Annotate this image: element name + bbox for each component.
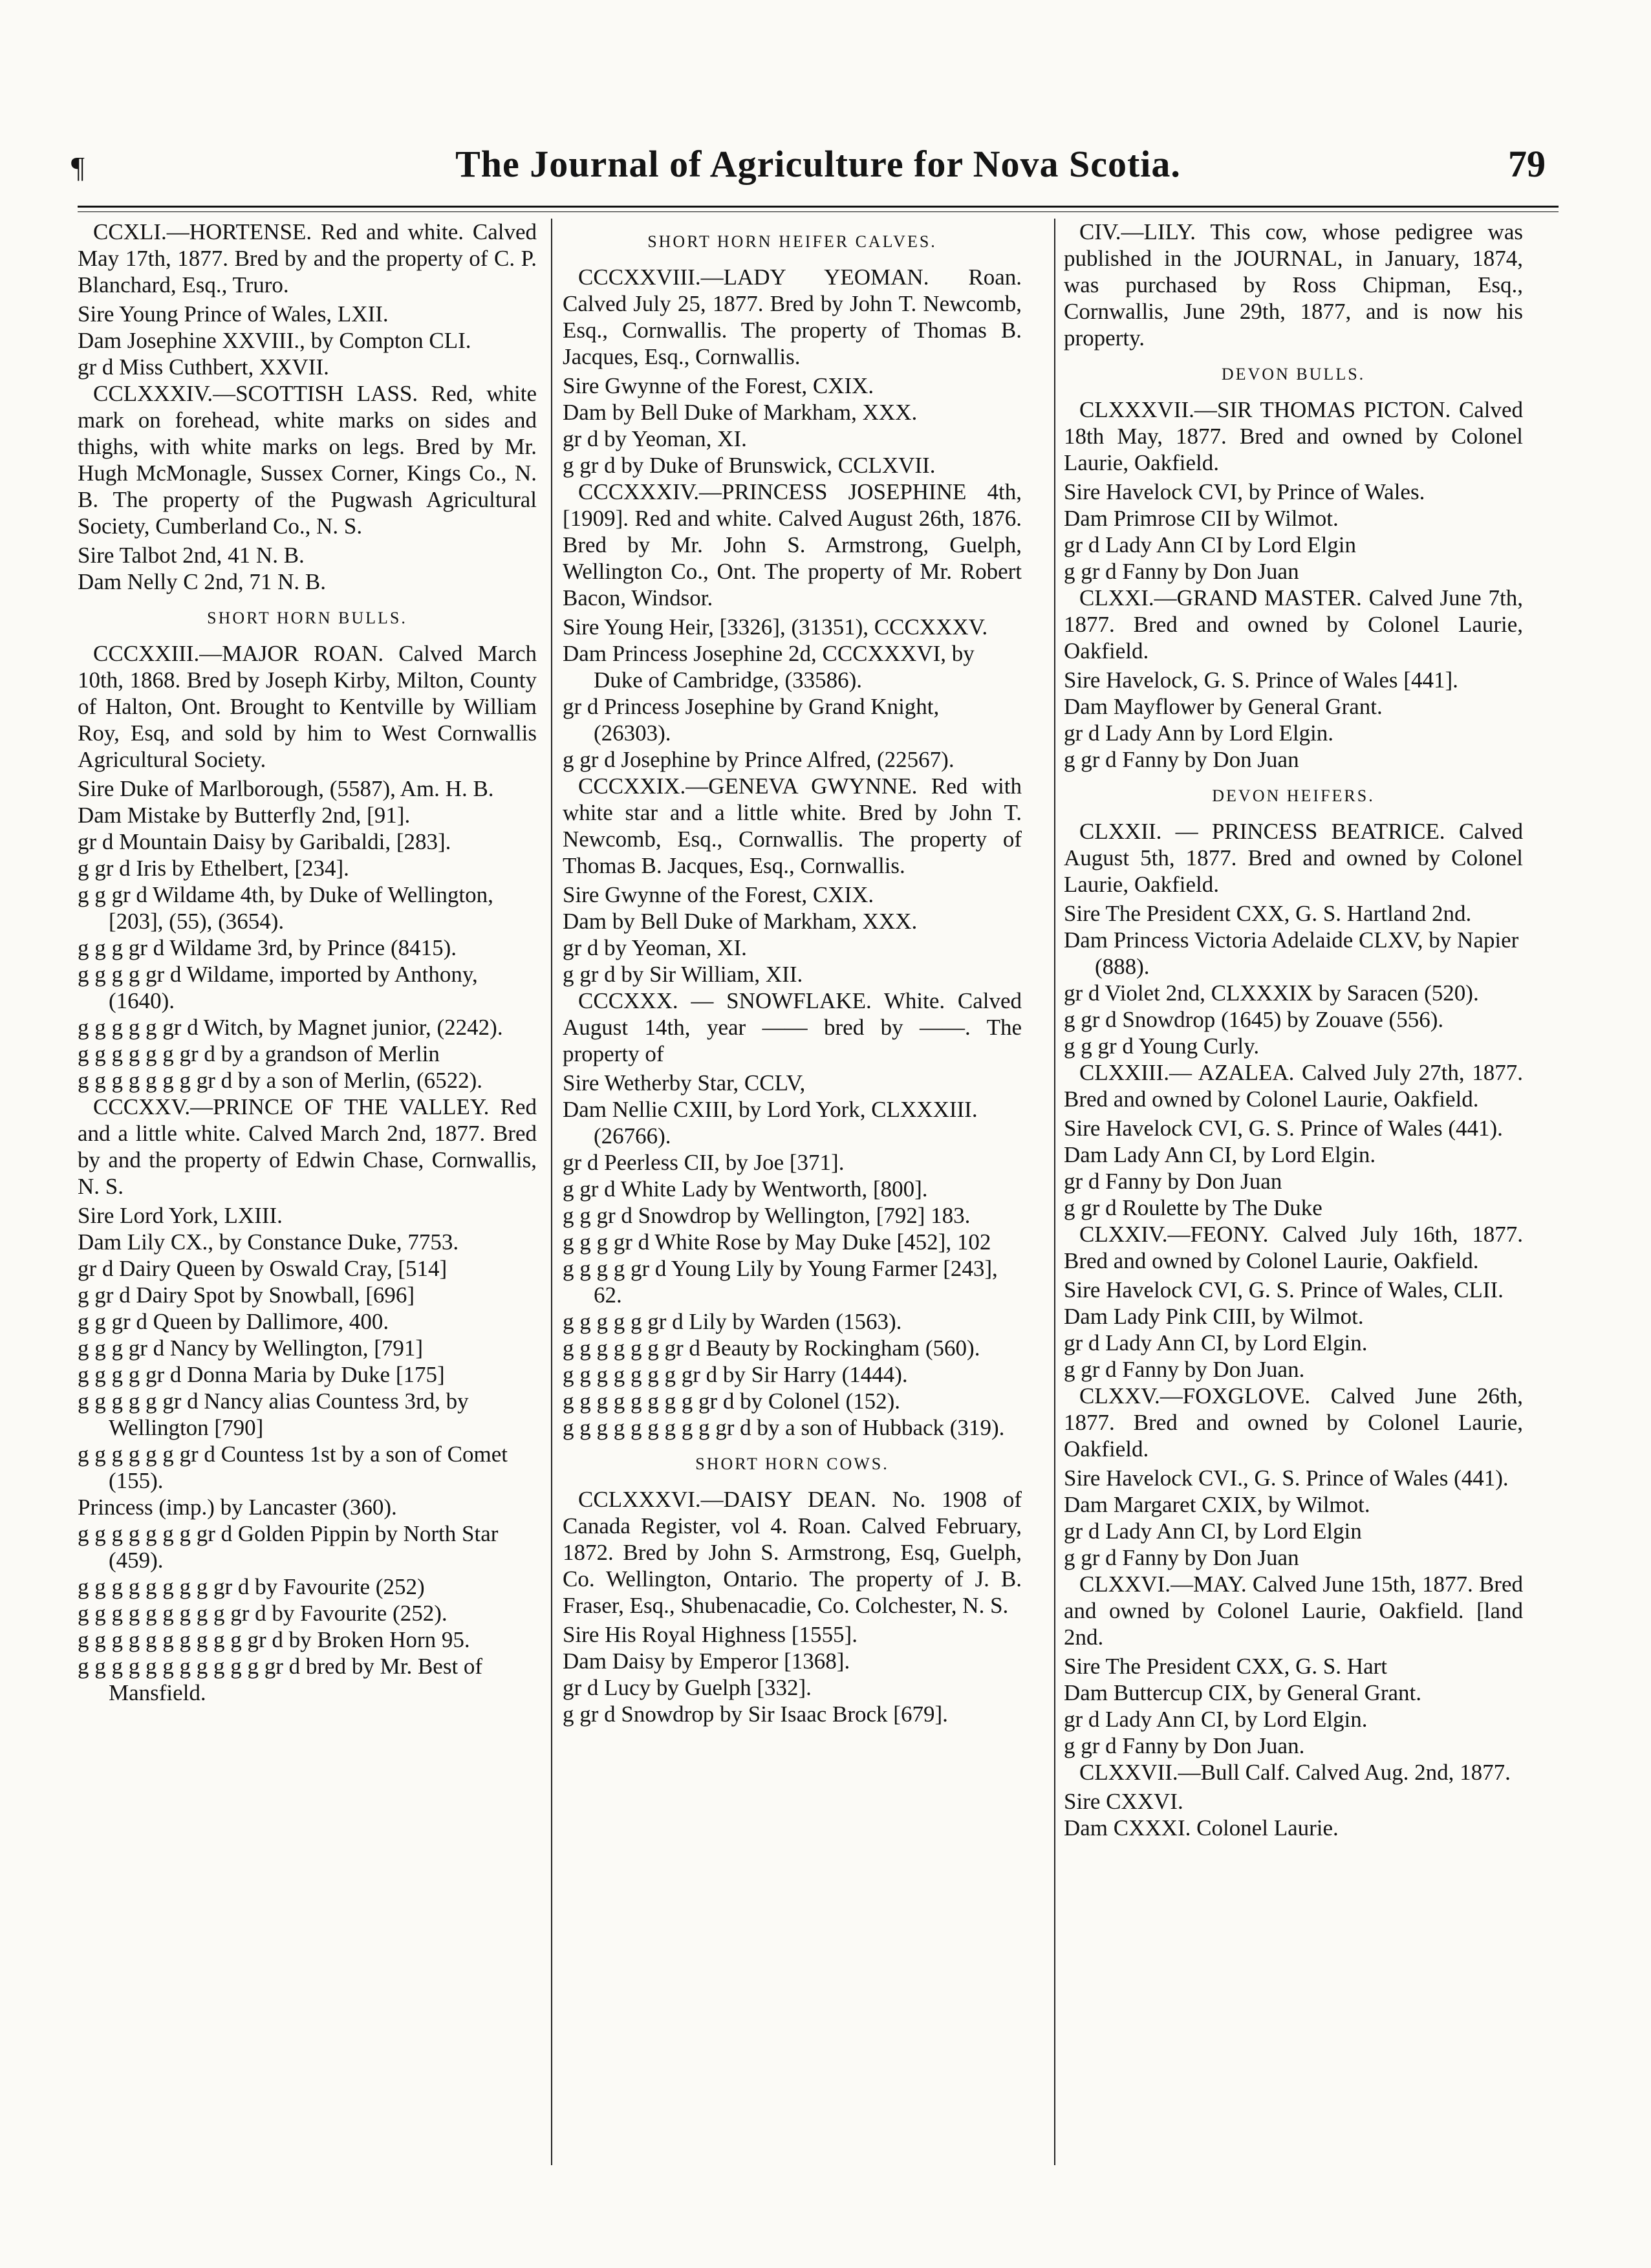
pedigree-line: gr d Violet 2nd, CLXXXIX by Saracen (520). [1064, 980, 1479, 1006]
pedigree-line: Dam Nelly C 2nd, 71 N. B. [78, 569, 327, 594]
pedigree-line: Sire Duke of Marlborough, (5587), Am. H. B. [78, 776, 494, 801]
pedigree-line: g g gr d Queen by Dallimore, 400. [78, 1309, 389, 1334]
entry-paragraph: CCCXXXIV.—PRINCESS JOSEPHINE 4th, [1909]. Red and white. Calved August 26th, 1876. Bred by Mr. John S. Armstrong, Guelph, Wellington Co., Ont. The property of Mr. Robert Bacon, Windsor. [563, 479, 1022, 610]
pedigree-line: g g g g g g g g gr d by Favourite (252) [78, 1574, 425, 1599]
pedigree-line: gr d Peerless CII, by Joe [371]. [563, 1150, 845, 1175]
pedigree-line: gr d Lady Ann by Lord Elgin. [1064, 720, 1334, 746]
pedigree-line: gr d by Yeoman, XI. [563, 426, 747, 451]
pedigree-line: Dam Buttercup CIX, by General Grant. [1064, 1680, 1422, 1705]
pedigree-line: g gr d by Sir William, XII. [563, 962, 803, 987]
pedigree-line: Dam by Bell Duke of Markham, XXX. [563, 400, 918, 425]
pedigree-line: g g g g g g g g gr d by Colonel (152). [563, 1388, 901, 1414]
pedigree-line: Dam Lily CX., by Constance Duke, 7753. [78, 1229, 459, 1255]
pedigree-line: g g gr d Snowdrop by Wellington, [792] 183. [563, 1203, 971, 1228]
pedigree-line: gr d by Yeoman, XI. [563, 935, 747, 960]
entry-paragraph: CCCXXIII.—MAJOR ROAN. Calved March 10th, 1868. Bred by Joseph Kirby, Milton, County of Halton, Ont. Brought to Kentville by William Roy, Esq, and sold by him to West Cornwallis Agricultural Society. [78, 641, 537, 772]
column-right [1064, 219, 1523, 2165]
pedigree-line: Dam Primrose CII by Wilmot. [1064, 506, 1339, 531]
pedigree-line: g g g g g g g g g gr d by Favourite (252). [78, 1601, 448, 1626]
page-header [71, 142, 1565, 194]
column-divider [1054, 219, 1055, 2165]
entry-paragraph: CLXXVII.—Bull Calf. Calved Aug. 2nd, 1877. [1079, 1760, 1511, 1785]
pedigree-line: Sire Young Heir, [3326], (31351), CCCXXXV. [563, 614, 988, 640]
section-heading: DEVON HEIFERS. [1212, 786, 1375, 805]
pedigree-line: g g g g g g gr d Countess 1st by a son of Comet (155). [78, 1442, 508, 1493]
pedigree-line: Sire Young Prince of Wales, LXII. [78, 301, 389, 327]
pedigree-line: Dam Daisy by Emperor [1368]. [563, 1648, 850, 1674]
pedigree-line: gr d Lady Ann CI by Lord Elgin [1064, 532, 1357, 557]
section-heading: SHORT HORN COWS. [695, 1454, 889, 1473]
section-heading: SHORT HORN HEIFER CALVES. [647, 232, 937, 251]
page-number: 79 [1508, 143, 1546, 185]
entry-paragraph: CIV.—LILY. This cow, whose pedigree was published in the JOURNAL, in January, 1874, was purchased by Ross Chipman, Esq., Cornwallis, June 29th, 1877, and is now his property. [1064, 219, 1523, 351]
entry-paragraph: CCLXXXVI.—DAISY DEAN. No. 1908 of Canada Register, vol 4. Roan. Calved February, 1872. Bred by John S. Armstrong, Esq, Guelph, Co. Wellington, Ontario. The property of J. B. Fraser, Esq., Shubenacadie, Co. Colchester, N. S. [563, 1487, 1022, 1618]
pedigree-line: g gr d Fanny by Don Juan [1064, 747, 1299, 772]
pedigree-line: Sire Havelock CVI., G. S. Prince of Wales (441). [1064, 1465, 1509, 1491]
entry-paragraph: CCCXXIX.—GENEVA GWYNNE. Red with white star and a little white. Bred by John T. Newcomb, Esq., Cornwallis. The property of Thomas B. Jacques, Esq., Cornwallis. [563, 773, 1022, 878]
pedigree-line: Sire Gwynne of the Forest, CXIX. [563, 882, 874, 907]
pedigree-line: Dam Nellie CXIII, by Lord York, CLXXXIII. (26766). [563, 1097, 978, 1149]
pedigree-line: g gr d Dairy Spot by Snowball, [696] [78, 1282, 415, 1308]
header-rule [78, 206, 1559, 212]
pedigree-line: Sire Wetherby Star, CCLV, [563, 1070, 806, 1096]
entry-paragraph: CCCXXX. — SNOWFLAKE. White. Calved August 14th, year —— bred by ——. The property of [563, 988, 1022, 1066]
pedigree-line: Sire His Royal Highness [1555]. [563, 1622, 858, 1647]
margin-mark: ¶ [71, 151, 85, 184]
pedigree-line: g gr d Fanny by Don Juan [1064, 1545, 1299, 1570]
pedigree-line: g g g g g g g gr d by a son of Merlin, (6522). [78, 1068, 483, 1093]
pedigree-line: Sire Talbot 2nd, 41 N. B. [78, 543, 305, 568]
pedigree-line: Dam by Bell Duke of Markham, XXX. [563, 909, 918, 934]
entry-paragraph: CLXXI.—GRAND MASTER. Calved June 7th, 1877. Bred and owned by Colonel Laurie, Oakfield. [1064, 585, 1523, 664]
pedigree-line: Dam Mayflower by General Grant. [1064, 694, 1383, 719]
section-heading: DEVON BULLS. [1221, 365, 1366, 383]
pedigree-line: g gr d Fanny by Don Juan. [1064, 1733, 1305, 1758]
pedigree-line: Sire Havelock CVI, G. S. Prince of Wales (441). [1064, 1116, 1503, 1141]
pedigree-line: Sire Havelock CVI, G. S. Prince of Wales, CLII. [1064, 1277, 1504, 1302]
pedigree-line: gr d Princess Josephine by Grand Knight, (26303). [563, 694, 940, 746]
pedigree-line: g g g g gr d Donna Maria by Duke [175] [78, 1362, 445, 1387]
pedigree-line: g gr d Iris by Ethelbert, [234]. [78, 856, 349, 881]
pedigree-line: Sire CXXVI. [1064, 1789, 1183, 1814]
pedigree-line: g gr d Fanny by Don Juan [1064, 559, 1299, 584]
pedigree-line: g g gr d Young Curly. [1064, 1033, 1260, 1059]
pedigree-line: g gr d Snowdrop by Sir Isaac Brock [679]. [563, 1701, 948, 1727]
pedigree-line: Sire The President CXX, G. S. Hartland 2nd. [1064, 901, 1472, 926]
entry-paragraph: CLXXII. — PRINCESS BEATRICE. Calved August 5th, 1877. Bred and owned by Colonel Laurie, Oakfield. [1064, 819, 1523, 897]
entry-paragraph: CCCXXV.—PRINCE OF THE VALLEY. Red and a little white. Calved March 2nd, 1877. Bred by and the property of Edwin Chase, Cornwallis, N. S. [78, 1094, 537, 1199]
pedigree-line: Sire Lord York, LXIII. [78, 1203, 283, 1228]
journal-title: The Journal of Agriculture for Nova Scotia. [455, 143, 1181, 185]
pedigree-line: g g g g g g gr d by a grandson of Merlin [78, 1041, 440, 1066]
pedigree-line: g g g g g g g g g gr d by a son of Hubback (319). [563, 1415, 1005, 1440]
pedigree-line: Dam Lady Ann CI, by Lord Elgin. [1064, 1142, 1376, 1167]
entry-paragraph: CLXXXVII.—SIR THOMAS PICTON. Calved 18th May, 1877. Bred and owned by Colonel Laurie, Oakfield. [1064, 397, 1523, 475]
pedigree-line: gr d Dairy Queen by Oswald Cray, [514] [78, 1256, 448, 1281]
pedigree-line: g g g g g g g g g g gr d by Broken Horn 95. [78, 1627, 470, 1652]
column-middle [563, 219, 1022, 2165]
pedigree-line: Sire Havelock, G. S. Prince of Wales [441]. [1064, 667, 1458, 693]
section-heading: SHORT HORN BULLS. [207, 609, 407, 627]
pedigree-line: g gr d Fanny by Don Juan. [1064, 1357, 1305, 1382]
pedigree-line: Dam Lady Pink CIII, by Wilmot. [1064, 1304, 1364, 1329]
pedigree-line: gr d Lady Ann CI, by Lord Elgin [1064, 1518, 1362, 1544]
pedigree-line: Princess (imp.) by Lancaster (360). [78, 1495, 397, 1520]
pedigree-line: Sire Havelock CVI, by Prince of Wales. [1064, 479, 1425, 504]
pedigree-line: g g g g g g g gr d Golden Pippin by North Star (459). [78, 1521, 499, 1573]
entry-paragraph: CCCXXVIII.—LADY YEOMAN. Roan. Calved July 25, 1877. Bred by John T. Newcomb, Esq., Cornwallis. The property of Thomas B. Jacques, Esq., Cornwallis. [563, 265, 1022, 369]
pedigree-line: g gr d by Duke of Brunswick, CCLXVII. [563, 453, 936, 478]
pedigree-line: Dam Margaret CXIX, by Wilmot. [1064, 1492, 1370, 1517]
pedigree-line: g g g g g g g gr d by Sir Harry (1444). [563, 1362, 908, 1387]
entry-paragraph: CCXLI.—HORTENSE. Red and white. Calved May 17th, 1877. Bred by and the property of C. P. Blanchard, Esq., Truro. [78, 219, 537, 297]
pedigree-line: g gr d Josephine by Prince Alfred, (22567). [563, 747, 955, 772]
pedigree-line: gr d Lucy by Guelph [332]. [563, 1675, 812, 1700]
pedigree-line: Dam Josephine XXVIII., by Compton CLI. [78, 328, 471, 353]
entry-paragraph: CLXXIII.— AZALEA. Calved July 27th, 1877. Bred and owned by Colonel Laurie, Oakfield. [1064, 1060, 1523, 1112]
entry-paragraph: CLXXVI.—MAY. Calved June 15th, 1877. Bred and owned by Colonel Laurie, Oakfield. [land 2nd. [1064, 1571, 1523, 1650]
column-divider [551, 219, 552, 2165]
pedigree-line: g g g g g gr d Nancy alias Countess 3rd, by Wellington [790] [78, 1388, 469, 1440]
pedigree-line: gr d Fanny by Don Juan [1064, 1169, 1282, 1194]
pedigree-line: g g gr d Wildame 4th, by Duke of Wellington, [203], (55), (3654). [78, 882, 493, 934]
pedigree-line: g gr d Snowdrop (1645) by Zouave (556). [1064, 1007, 1444, 1032]
pedigree-line: Dam CXXXI. Colonel Laurie. [1064, 1815, 1339, 1841]
pedigree-line: Sire Gwynne of the Forest, CXIX. [563, 373, 874, 398]
pedigree-line: gr d Mountain Daisy by Garibaldi, [283]. [78, 829, 451, 854]
pedigree-line: Sire The President CXX, G. S. Hart [1064, 1654, 1387, 1679]
entry-paragraph: CLXXIV.—FEONY. Calved July 16th, 1877. Bred and owned by Colonel Laurie, Oakfield. [1064, 1222, 1523, 1273]
pedigree-line: g g g g g g gr d Beauty by Rockingham (560). [563, 1335, 980, 1361]
pedigree-line: Dam Princess Victoria Adelaide CLXV, by Napier (888). [1064, 927, 1519, 979]
entry-paragraph: CLXXV.—FOXGLOVE. Calved June 26th, 1877. Bred and owned by Colonel Laurie, Oakfield. [1064, 1383, 1523, 1462]
pedigree-line: g g g g gr d Wildame, imported by Anthony, (1640). [78, 962, 478, 1013]
pedigree-line: g gr d White Lady by Wentworth, [800]. [563, 1176, 928, 1202]
entry-paragraph: CCLXXXIV.—SCOTTISH LASS. Red, white mark on forehead, white marks on sides and thighs, with white marks on legs. Bred by Mr. Hugh McMonagle, Sussex Corner, Kings Co., N. B. The property of the Pugwash Agricultural Society, Cumberland Co., N. S. [78, 381, 537, 539]
pedigree-line: g g g g gr d Young Lily by Young Farmer [243], 62. [563, 1256, 998, 1308]
pedigree-line: g g g g g g g g g g g gr d bred by Mr. Best of Mansfield. [78, 1654, 483, 1705]
pedigree-line: gr d Lady Ann CI, by Lord Elgin. [1064, 1707, 1368, 1732]
pedigree-line: g g g g g gr d Witch, by Magnet junior, (2242). [78, 1015, 503, 1040]
pedigree-line: gr d Lady Ann CI, by Lord Elgin. [1064, 1330, 1368, 1355]
pedigree-line: gr d Miss Cuthbert, XXVII. [78, 354, 329, 380]
pedigree-line: Dam Mistake by Butterfly 2nd, [91]. [78, 803, 411, 828]
column-left [78, 219, 537, 2165]
pedigree-line: g gr d Roulette by The Duke [1064, 1195, 1322, 1220]
pedigree-line: Dam Princess Josephine 2d, CCCXXXVI, by Duke of Cambridge, (33586). [563, 641, 975, 693]
pedigree-line: g g g gr d White Rose by May Duke [452], 102 [563, 1229, 991, 1255]
pedigree-line: g g g gr d Nancy by Wellington, [791] [78, 1335, 424, 1361]
pedigree-line: g g g gr d Wildame 3rd, by Prince (8415). [78, 935, 457, 960]
pedigree-line: g g g g g gr d Lily by Warden (1563). [563, 1309, 902, 1334]
